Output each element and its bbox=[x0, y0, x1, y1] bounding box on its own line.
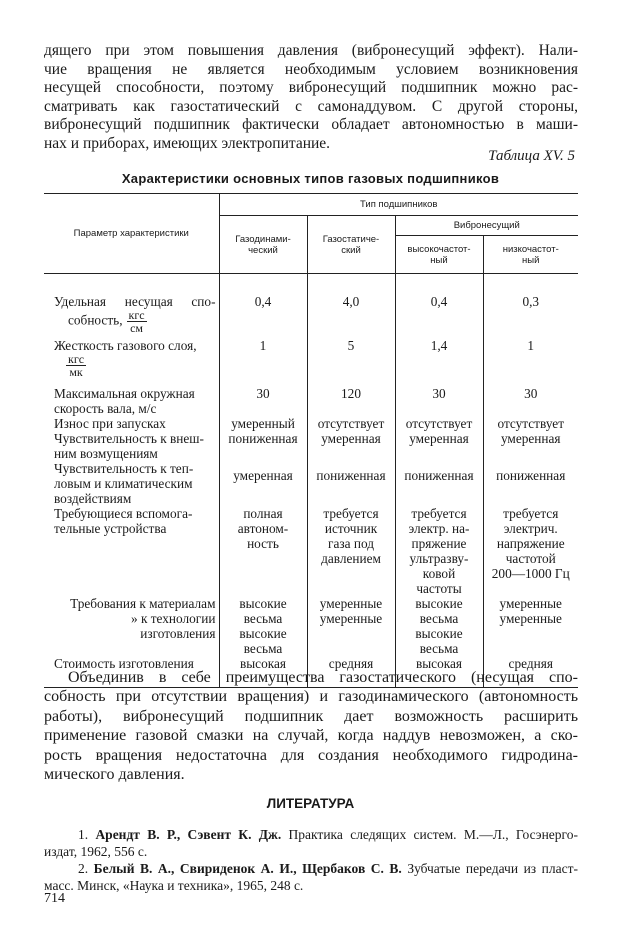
row-param-cont: собность, bbox=[68, 312, 123, 328]
unit-fraction: $\frac{\text{кгс}}{см}$ bbox=[128, 307, 145, 335]
row-param: Жесткость газового слоя, bbox=[54, 337, 197, 353]
intro-paragraph bbox=[44, 42, 578, 154]
intro-line: нах и приборах, имеющих электропитание. bbox=[44, 134, 331, 152]
table-title: Характеристики основных типов газовых подшипников bbox=[121, 171, 500, 186]
table-row bbox=[44, 506, 578, 596]
row-param: Максимальная окружная скорость вала, м/с bbox=[54, 385, 195, 416]
cell-gasodynamic: 0,4 bbox=[219, 294, 307, 334]
row-param: Чувствительность к теп- ловым и климатическим воздействиям bbox=[54, 460, 194, 506]
row-param: Износ при запусках bbox=[54, 415, 166, 431]
cell-low-freq: умеренные умеренные bbox=[483, 596, 578, 641]
table-row bbox=[44, 334, 578, 378]
cell-gasodynamic: 30 bbox=[219, 378, 307, 416]
ref-number: 1. bbox=[78, 827, 89, 842]
row-param: Удельная несущая спо- bbox=[54, 293, 216, 309]
cell-gasodynamic: умеренная bbox=[219, 461, 307, 506]
intro-line: вибронесущий подшипник фактически обладает автономностью в маши- bbox=[44, 116, 578, 134]
conclusion-line: применение газовой смазки на случай, когда наддув невозможен, а ско- bbox=[44, 727, 578, 745]
row-param: Стоимость изготовления bbox=[54, 655, 194, 671]
cell-low-freq: требуется электрич. напряжение частотой 200—1000 Гц bbox=[483, 506, 578, 596]
ref-text-cont: издат, 1962, 556 с. bbox=[44, 844, 148, 859]
cell-low-freq: умеренная bbox=[483, 431, 578, 461]
intro-line: несущей способности, поэтому вибронесущий подшипник можно рас- bbox=[44, 79, 578, 97]
cell-gasodynamic: весьма высокая bbox=[219, 641, 307, 688]
table-number: Таблица XV. 5 bbox=[488, 148, 575, 164]
row-param: Чувствительность к внеш- ним возмущениям bbox=[54, 430, 204, 461]
row-param: Требования к материалам » к технологии изготовления bbox=[70, 595, 216, 641]
cell-gasodynamic: пониженная bbox=[219, 431, 307, 461]
conclusion-line: рость вращения недостаточна для создания необходимого гидродина- bbox=[44, 746, 578, 764]
table-row bbox=[44, 461, 578, 506]
characteristics-table bbox=[44, 193, 578, 688]
cell-high-freq: 0,4 bbox=[395, 294, 483, 334]
ref-text-cont: масс. Минск, «Наука и техника», 1965, 248 с. bbox=[44, 878, 304, 893]
ref-number: 2. bbox=[78, 861, 89, 876]
cell-high-freq: пониженная bbox=[395, 461, 483, 506]
cell-low-freq: 30 bbox=[483, 378, 578, 416]
conclusion-line: мического давления. bbox=[44, 766, 185, 784]
intro-line: чие вращения не является необходимым условием возникновения bbox=[44, 60, 578, 78]
cell-gasodynamic: 1 bbox=[219, 334, 307, 378]
cell-gasostatic: 5 bbox=[307, 334, 395, 378]
table-row bbox=[44, 431, 578, 461]
cell-low-freq: пониженная bbox=[483, 461, 578, 506]
intro-line: сматривать как газостатический с самонаддувом. С другой стороны, bbox=[44, 97, 578, 115]
table-row bbox=[44, 416, 578, 431]
cell-low-freq: отсутствует bbox=[483, 416, 578, 431]
conclusion-line: работы), вибронесущий подшипник дает возможность расширить bbox=[44, 707, 578, 725]
table-row bbox=[44, 378, 578, 416]
cell-gasostatic: 120 bbox=[307, 378, 395, 416]
header-param: Параметр характеристики bbox=[44, 194, 219, 274]
cell-gasostatic: умеренная bbox=[307, 431, 395, 461]
reference-1 bbox=[44, 826, 578, 860]
header-vibro: Вибронесущий bbox=[395, 216, 578, 236]
cell-gasostatic: отсутствует bbox=[307, 416, 395, 431]
cell-high-freq: весьма высокая bbox=[395, 641, 483, 688]
cell-low-freq: 1 bbox=[483, 334, 578, 378]
cell-gasodynamic: умеренный bbox=[219, 416, 307, 431]
table-row bbox=[44, 294, 578, 334]
cell-gasodynamic: высокие весьма высокие bbox=[219, 596, 307, 641]
header-gasostatic: Газостатиче- ский bbox=[307, 216, 395, 274]
cell-gasostatic: пониженная bbox=[307, 461, 395, 506]
cell-gasostatic: средняя bbox=[307, 641, 395, 688]
header-high-freq: высокочастот- ный bbox=[395, 236, 483, 274]
header-bearing-type: Тип подшипников bbox=[219, 194, 578, 216]
cell-gasostatic: 4,0 bbox=[307, 294, 395, 334]
header-gasodynamic: Газодинами- ческий bbox=[219, 216, 307, 274]
conclusion-line: собность при отсутствии вращения) и газодинамического (автономность bbox=[44, 688, 578, 706]
reference-2 bbox=[44, 860, 578, 894]
table-row bbox=[44, 596, 578, 641]
literature-heading: ЛИТЕРАТУРА bbox=[266, 796, 355, 811]
cell-high-freq: требуется электр. на- пряжение ультразву- ковой частоты bbox=[395, 506, 483, 596]
cell-high-freq: 1,4 bbox=[395, 334, 483, 378]
cell-high-freq: 30 bbox=[395, 378, 483, 416]
ref-text: Зубчатые передачи из пласт- bbox=[407, 861, 579, 876]
cell-low-freq: средняя bbox=[483, 641, 578, 688]
cell-high-freq: высокие весьма высокие bbox=[395, 596, 483, 641]
conclusion-paragraph bbox=[44, 668, 578, 784]
cell-high-freq: отсутствует bbox=[395, 416, 483, 431]
unit-fraction: $\frac{\text{кгс}}{мк}$ bbox=[68, 351, 85, 379]
header-low-freq: низкочастот- ный bbox=[483, 236, 578, 274]
row-param: Требующиеся вспомога- тельные устройства bbox=[54, 505, 193, 536]
ref-authors: Белый В. А., Свириденок А. И., Щербаков С. В. bbox=[93, 861, 402, 876]
conclusion-line: Объединив в себе преимущества газостатического (несущая спо- bbox=[68, 669, 578, 686]
ref-authors: Арендт В. Р., Сэвент К. Дж. bbox=[95, 827, 282, 842]
ref-text: Практика следящих систем. М.—Л., Госэнерго- bbox=[288, 827, 578, 842]
page-number: 714 bbox=[44, 891, 65, 906]
cell-high-freq: умеренная bbox=[395, 431, 483, 461]
cell-low-freq: 0,3 bbox=[483, 294, 578, 334]
cell-gasodynamic: полная автоном- ность bbox=[219, 506, 307, 596]
cell-gasostatic: умеренные умеренные bbox=[307, 596, 395, 641]
intro-line: дящего при этом повышения давления (вибронесущий эффект). Нали- bbox=[44, 42, 578, 59]
cell-gasostatic: требуется источник газа под давлением bbox=[307, 506, 395, 596]
